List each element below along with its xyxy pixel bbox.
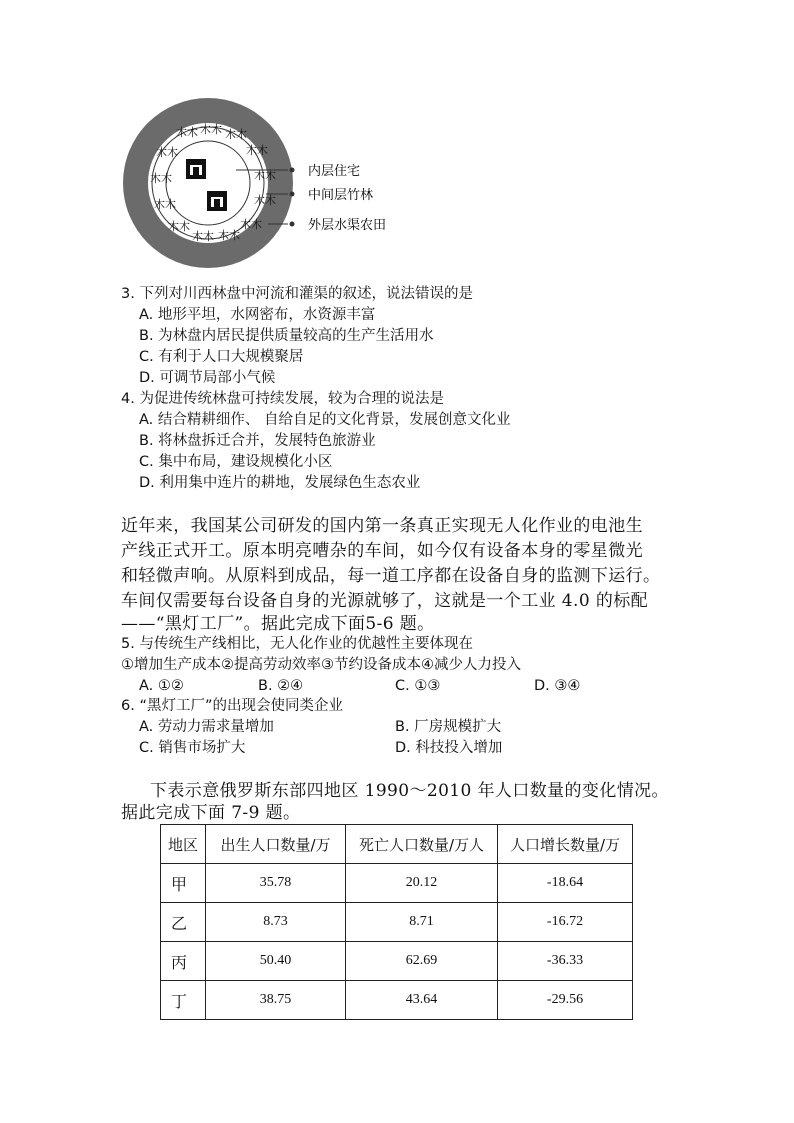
table-cell-births: 35.78 — [206, 864, 346, 903]
tree-icon: 木木 — [240, 218, 262, 231]
question-6-option-a: A. 劳动力需求量增加 — [139, 719, 274, 735]
tree-icon: 木木 — [246, 144, 268, 157]
population-table — [160, 824, 633, 1020]
table-header-births: 出生人口数量/万 — [206, 825, 346, 864]
leader-dot — [290, 222, 295, 227]
table-cell-growth: -18.64 — [498, 864, 633, 903]
tree-icon: 木木 — [154, 198, 176, 211]
passage-1-line-5: ——“黑灯工厂”。据此完成下面5-6 题。 — [121, 614, 435, 634]
table-cell-deaths: 43.64 — [346, 981, 498, 1020]
table-header-growth: 人口增长数量/万 — [498, 825, 633, 864]
table-cell-growth: -16.72 — [498, 903, 633, 942]
table-cell-region: 乙 — [161, 903, 206, 942]
leader-dot — [290, 192, 295, 197]
leader-dot — [290, 168, 295, 173]
question-6-option-b: B. 厂房规模扩大 — [395, 719, 502, 735]
question-5-items: ①增加生产成本②提高劳动效率③节约设备成本④减少人力投入 — [121, 657, 521, 673]
table-cell-deaths: 8.71 — [346, 903, 498, 942]
passage-2-line-1: 下表示意俄罗斯东部四地区 1990～2010 年人口数量的变化情况。 — [150, 781, 669, 801]
tree-icon: 木木 — [176, 126, 198, 139]
tree-icon: 木木 — [200, 123, 222, 136]
label-middle-bamboo: 中间层竹林 — [308, 188, 374, 203]
tree-icon: 木木 — [150, 172, 172, 185]
passage-1-line-3: 和轻微声响。从原料到成品，每一道工序都在设备自身的监测下运行。 — [121, 566, 661, 586]
table-header-deaths: 死亡人口数量/万人 — [346, 825, 498, 864]
label-inner-housing: 内层住宅 — [308, 164, 361, 179]
passage-1-line-2: 产线正式开工。原本明亮嘈杂的车间，如今仅有设备本身的零星微光 — [121, 541, 643, 561]
label-outer-farmland: 外层水渠农田 — [308, 218, 387, 233]
table-row — [161, 903, 633, 942]
table-cell-growth: -29.56 — [498, 981, 633, 1020]
question-4-option-d: D. 利用集中连片的耕地，发展绿色生态农业 — [139, 475, 421, 491]
question-5-option-b: B. ②④ — [258, 678, 304, 694]
question-3-option-a: A. 地形平坦，水网密布，水资源丰富 — [139, 307, 376, 323]
question-6-option-c: C. 销售市场扩大 — [139, 740, 246, 756]
question-4-option-b: B. 将林盘拆迁合并，发展特色旅游业 — [139, 433, 376, 449]
tree-icon: 木木 — [225, 128, 247, 141]
passage-1-line-4: 车间仅需要每台设备自身的光源就够了，这就是一个工业 4.0 的标配 — [121, 591, 649, 611]
question-4-stem: 4. 为促进传统林盘可持续发展，较为合理的说法是 — [121, 391, 444, 407]
table-cell-region: 丁 — [161, 981, 206, 1020]
table-row — [161, 942, 633, 981]
question-4-option-c: C. 集中布局，建设规模化小区 — [139, 454, 333, 470]
table-cell-region: 甲 — [161, 864, 206, 903]
passage-2-line-2: 据此完成下面 7-9 题。 — [121, 803, 301, 823]
table-cell-births: 38.75 — [206, 981, 346, 1020]
passage-1-line-1: 近年来，我国某公司研发的国内第一条真正实现无人化作业的电池生 — [121, 516, 643, 536]
question-5-stem: 5. 与传统生产线相比，无人化作业的优越性主要体现在 — [121, 636, 473, 652]
house-icon — [186, 159, 206, 179]
question-6-stem: 6. “黑灯工厂”的出现会使同类企业 — [121, 698, 343, 714]
table-cell-growth: -36.33 — [498, 942, 633, 981]
question-5-option-d: D. ③④ — [534, 678, 581, 694]
linpan-diagram-svg — [118, 96, 408, 274]
question-4-option-a: A. 结合精耕细作、 自给自足的文化背景，发展创意文化业 — [139, 412, 511, 428]
tree-icon: 木木 — [254, 169, 276, 182]
question-6-option-d: D. 科技投入增加 — [395, 740, 503, 756]
table-cell-deaths: 20.12 — [346, 864, 498, 903]
tree-icon: 木木 — [168, 220, 190, 233]
table-row — [161, 864, 633, 903]
table-cell-deaths: 62.69 — [346, 942, 498, 981]
tree-icon: 木木 — [218, 229, 240, 242]
table-header-region: 地区 — [161, 825, 206, 864]
question-3-option-d: D. 可调节局部小气候 — [139, 370, 276, 386]
tree-icon: 木木 — [254, 194, 276, 207]
tree-icon: 木木 — [192, 230, 214, 243]
question-5-option-c: C. ①③ — [395, 678, 441, 694]
question-3-option-b: B. 为林盘内居民提供质量较高的生产生活用水 — [139, 328, 434, 344]
question-3-stem: 3. 下列对川西林盘中河流和灌渠的叙述，说法错误的是 — [121, 286, 473, 302]
table-cell-births: 50.40 — [206, 942, 346, 981]
table-header-row — [161, 825, 633, 864]
table-cell-births: 8.73 — [206, 903, 346, 942]
table-row — [161, 981, 633, 1020]
tree-icon: 木木 — [156, 146, 178, 159]
inner-ring-housing — [166, 141, 250, 225]
question-5-option-a: A. ①② — [139, 678, 184, 694]
linpan-diagram — [118, 96, 408, 274]
house-icon — [207, 191, 227, 211]
question-3-option-c: C. 有利于人口大规模聚居 — [139, 349, 304, 365]
table-cell-region: 丙 — [161, 942, 206, 981]
